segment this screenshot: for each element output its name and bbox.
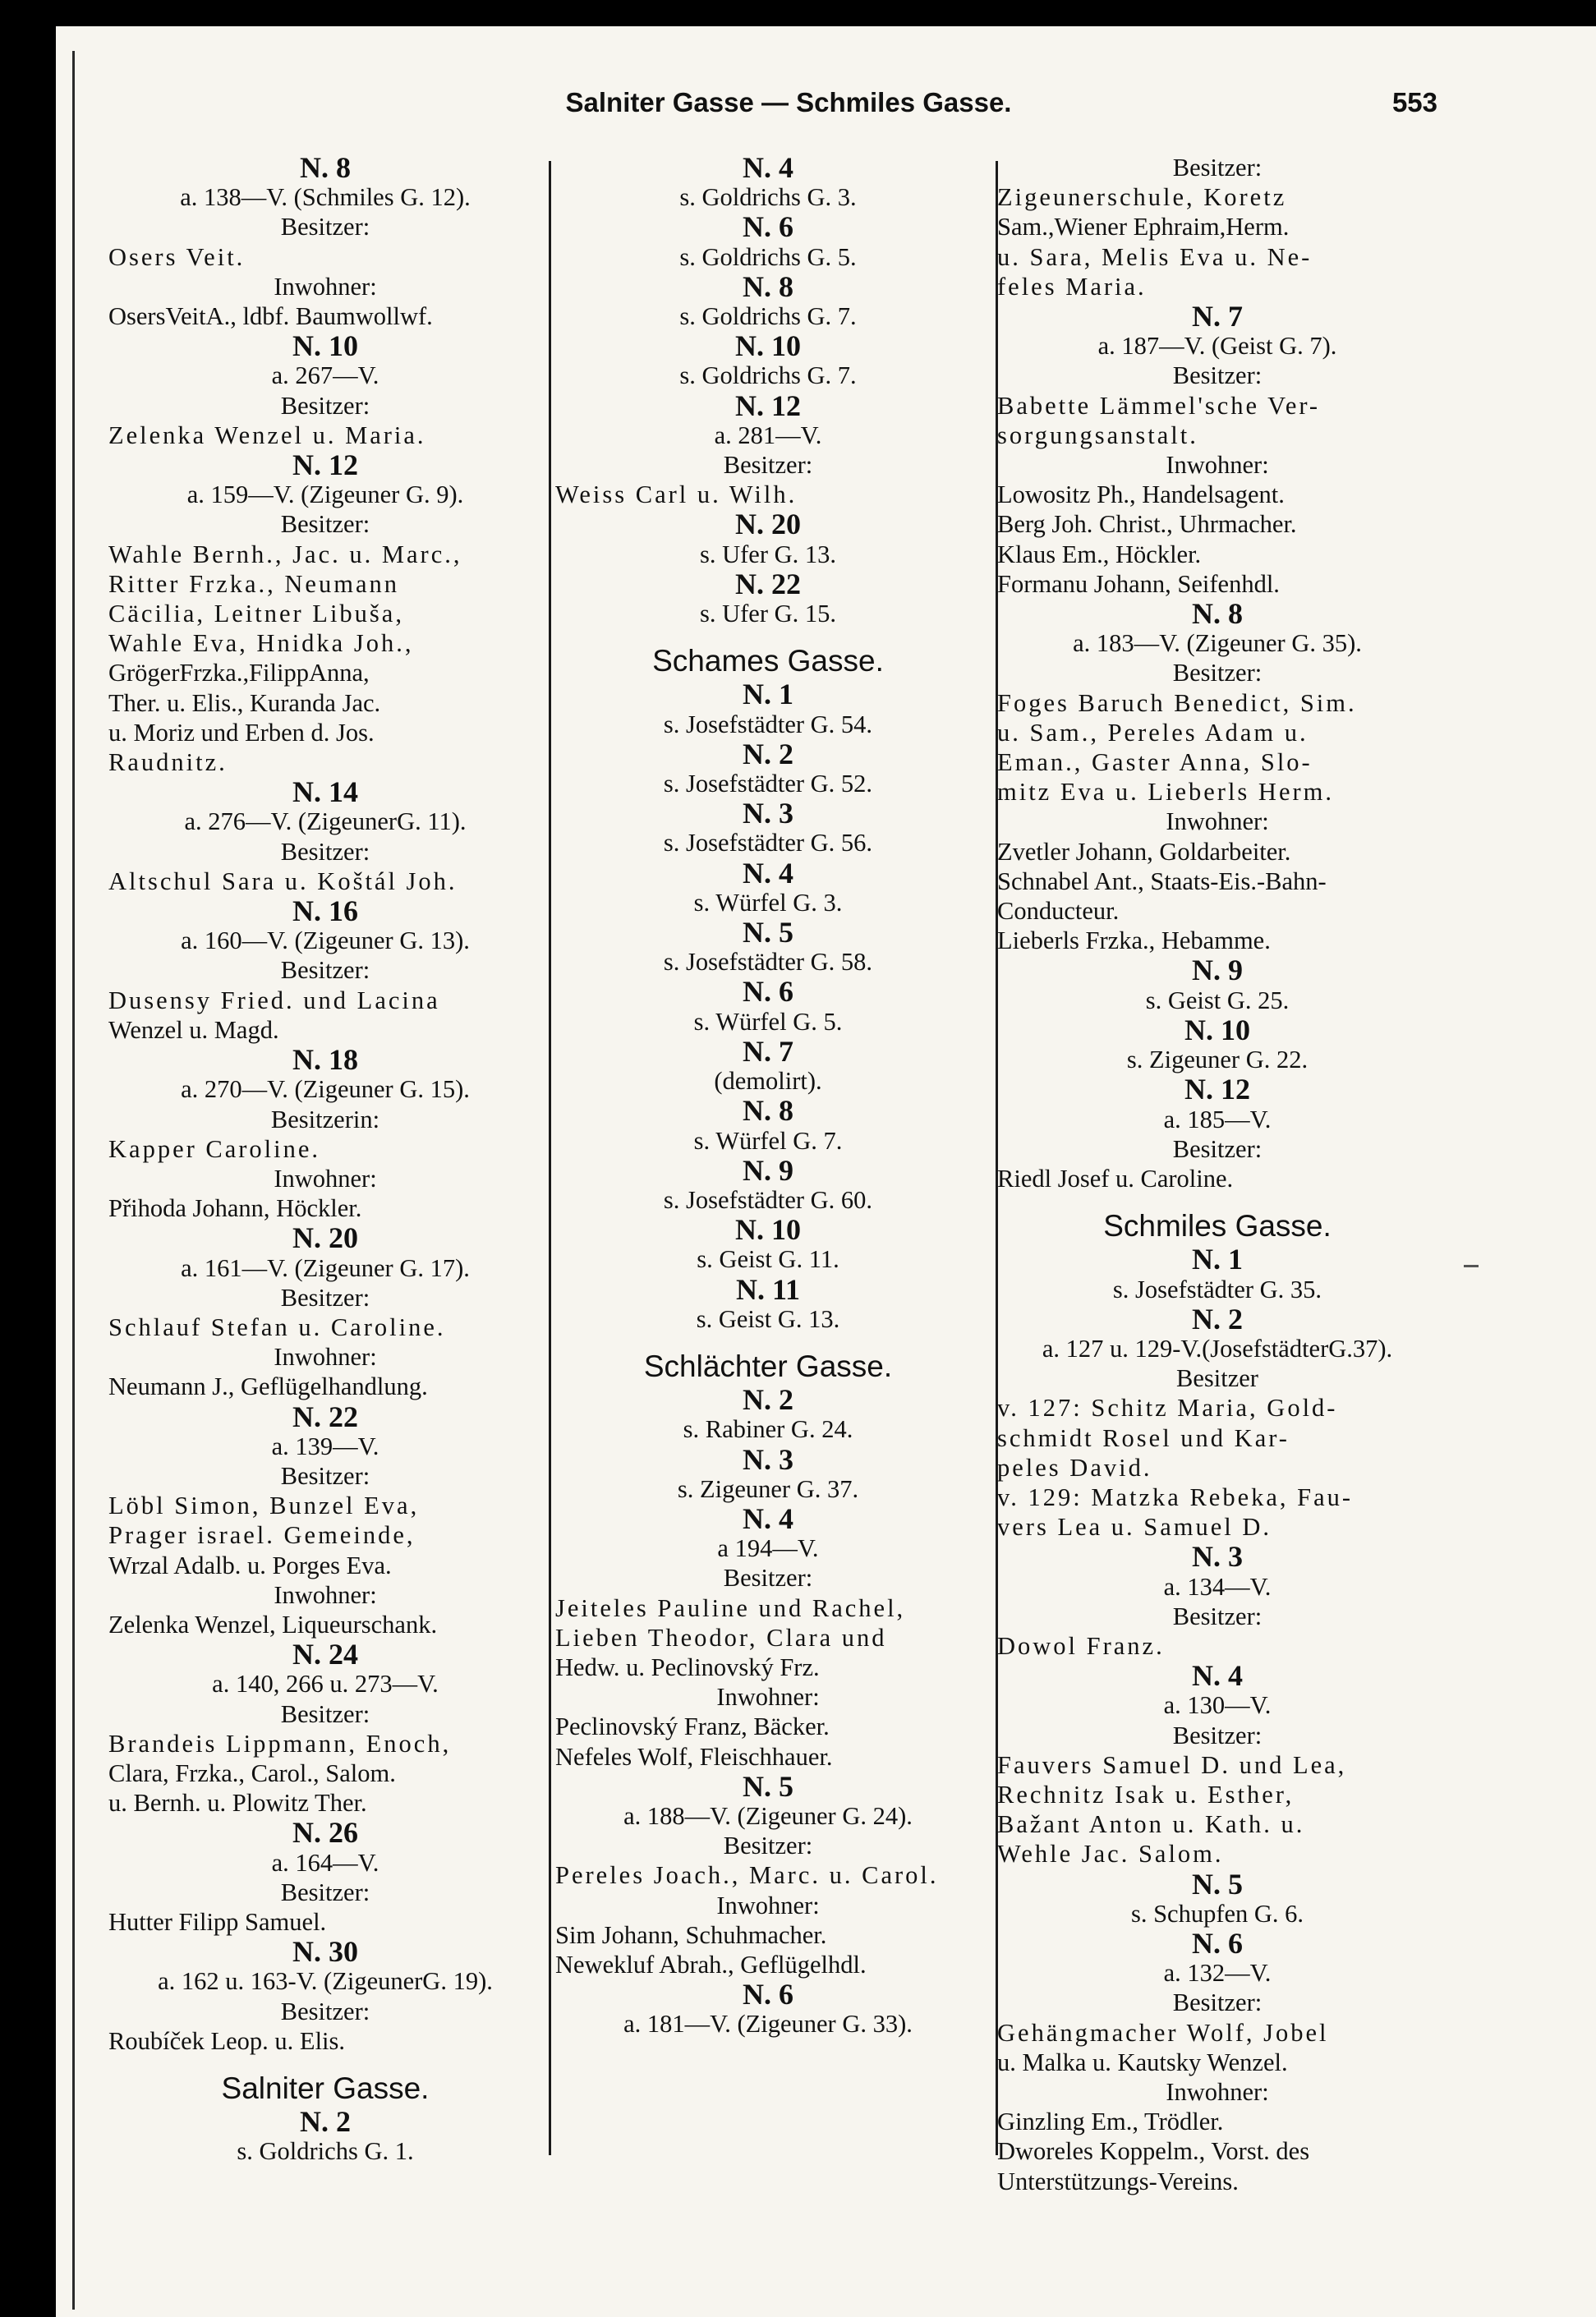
role-label: Besitzer: [1176, 1364, 1258, 1393]
address-line: a. 132—V.: [1163, 1959, 1272, 1988]
resident-line: Osers Veit.: [108, 242, 246, 271]
entry-line: Zelenka Wenzel, Liqueurschank.: [108, 1610, 438, 1639]
house-number: N. 8: [1192, 599, 1243, 629]
house-number: N. 24: [292, 1639, 358, 1670]
resident-line: Altschul Sara u. Koštál Joh.: [108, 867, 458, 895]
address-line: s. Goldrichs G. 1.: [237, 2137, 414, 2166]
resident-line: u. Bernh. u. Plowitz Ther.: [108, 1789, 367, 1818]
address-line: a. 127 u. 129-V.(JosefstädterG.37).: [1042, 1334, 1393, 1363]
entry-line: Neumann J., Geflügelhandlung.: [108, 1372, 428, 1401]
resident-line: Bažant Anton u. Kath. u.: [997, 1810, 1305, 1839]
house-number: N. 4: [743, 153, 793, 183]
role-label: Inwohner:: [274, 1343, 377, 1372]
house-number: N. 2: [743, 738, 793, 770]
resident-line: u. Sara, Melis Eva u. Ne-: [997, 242, 1313, 271]
role-label: Besitzer:: [280, 213, 370, 241]
resident-line: Fauvers Samuel D. und Lea,: [997, 1750, 1347, 1779]
role-label: Besitzer:: [1172, 1134, 1263, 1163]
role-label: Besitzer:: [280, 1283, 370, 1312]
house-number: N. 10: [1184, 1014, 1250, 1046]
resident-line: vers Lea u. Samuel D.: [997, 1513, 1272, 1542]
address-line: s. Würfel G. 5.: [693, 1007, 843, 1036]
house-number: N. 3: [743, 1444, 793, 1474]
resident-line: v. 129: Matzka Rebeka, Fau-: [997, 1483, 1354, 1511]
role-label: Besitzer:: [280, 510, 370, 539]
house-number: N. 20: [735, 509, 801, 540]
address-line: s. Josefstädter G. 35.: [1112, 1275, 1322, 1303]
entry-line: Zvetler Johann, Goldarbeiter.: [997, 837, 1291, 866]
role-label: Besitzer:: [280, 1878, 370, 1906]
resident-line: Wehle Jac. Salom.: [997, 1840, 1224, 1869]
role-label: Besitzer:: [280, 1997, 370, 2025]
resident-line: Foges Baruch Benedict, Sim.: [997, 688, 1357, 717]
resident-line: Kapper Caroline.: [108, 1134, 321, 1163]
address-line: s. Schupfen G. 6.: [1130, 1899, 1304, 1928]
entry-line: Schnabel Ant., Staats-Eis.-Bahn-: [997, 867, 1327, 895]
resident-line: Cäcilia, Leitner Libuša,: [108, 600, 404, 628]
resident-line: u. Moriz und Erben d. Jos.: [108, 718, 375, 747]
address-line: a 194—V.: [717, 1534, 819, 1563]
role-label: Besitzer:: [1172, 659, 1263, 687]
entry-line: Newekluf Abrah., Geflügelhdl.: [555, 1950, 867, 1979]
address-line: a. 139—V.: [271, 1432, 379, 1460]
resident-line: Brandeis Lippmann, Enoch,: [108, 1729, 452, 1758]
role-label: Inwohner:: [274, 1580, 377, 1609]
page-number: 553: [1391, 87, 1437, 117]
resident-line: u. Sam., Pereles Adam u.: [997, 718, 1309, 747]
resident-line: Dusensy Fried. und Lacina: [108, 986, 440, 1014]
address-line: a. 164—V.: [271, 1848, 379, 1877]
address-line: s. Goldrichs G. 7.: [679, 302, 857, 331]
resident-line: mitz Eva u. Lieberls Herm.: [997, 778, 1335, 807]
resident-line: Rechnitz Isak u. Esther,: [997, 1780, 1295, 1809]
resident-line: Gehängmacher Wolf, Jobel: [997, 2018, 1329, 2047]
role-label: Besitzer:: [723, 1564, 813, 1593]
resident-line: Ther. u. Elis., Kuranda Jac.: [108, 688, 381, 717]
house-number: N. 2: [743, 1385, 793, 1415]
address-line: a. 162 u. 163-V. (ZigeunerG. 19).: [158, 1967, 493, 1996]
role-label: Inwohner:: [1166, 807, 1269, 836]
role-label: Inwohner:: [716, 1683, 820, 1712]
house-number: N. 22: [735, 568, 801, 600]
running-header-title: Salniter Gasse — Schmiles Gasse.: [565, 87, 1012, 117]
house-number: N. 2: [300, 2107, 351, 2137]
house-number: N. 1: [1192, 1244, 1243, 1275]
resident-line: Wahle Bernh., Jac. u. Marc.,: [108, 540, 462, 568]
resident-line: Jeiteles Pauline und Rachel,: [555, 1593, 906, 1622]
house-number: N. 26: [292, 1818, 358, 1848]
address-line: s. Josefstädter G. 56.: [663, 829, 873, 857]
house-number: N. 7: [1192, 301, 1243, 332]
address-line: s. Rabiner G. 24.: [683, 1415, 853, 1444]
address-line: s. Josefstädter G. 58.: [663, 948, 873, 977]
role-label: Inwohner:: [716, 1891, 820, 1919]
address-line: s. Geist G. 11.: [697, 1245, 839, 1274]
resident-line: Löbl Simon, Bunzel Eva,: [108, 1492, 420, 1520]
house-number: N. 22: [292, 1401, 358, 1432]
resident-line: feles Maria.: [997, 272, 1147, 301]
role-label: Besitzer:: [280, 1461, 370, 1490]
role-label: Inwohner:: [1166, 451, 1269, 480]
house-number: N. 5: [743, 917, 793, 948]
role-label: Besitzer:: [1172, 361, 1263, 390]
entry-line: Peclinovský Franz, Bäcker.: [555, 1712, 830, 1741]
house-number: N. 11: [735, 1274, 800, 1304]
entry-line: Klaus Em., Höckler.: [997, 540, 1202, 568]
address-line: a. 183—V. (Zigeuner G. 35).: [1073, 629, 1362, 658]
house-number: N. 3: [1192, 1542, 1243, 1572]
house-number: N. 6: [1192, 1928, 1243, 1959]
address-line: s. Würfel G. 7.: [693, 1126, 843, 1155]
resident-line: Weiss Carl u. Wilh.: [555, 480, 798, 509]
address-line: a. 185—V.: [1163, 1105, 1272, 1133]
house-number: N. 7: [743, 1036, 793, 1067]
address-line: s. Ufer G. 13.: [699, 540, 837, 568]
role-label: Besitzer:: [1172, 154, 1263, 182]
address-line: s. Geist G. 25.: [1145, 986, 1290, 1014]
house-number: N. 5: [1192, 1869, 1243, 1899]
resident-line: Lieben Theodor, Clara und: [555, 1623, 887, 1652]
entry-line: Unterstützungs-Vereins.: [997, 2167, 1239, 2195]
role-label: Besitzer:: [723, 451, 813, 480]
house-number: N. 12: [1184, 1074, 1250, 1105]
resident-line: Raudnitz.: [108, 748, 228, 777]
house-number: N. 12: [292, 450, 358, 480]
house-number: N. 16: [292, 896, 358, 926]
address-line: s. Geist G. 13.: [696, 1304, 840, 1333]
role-label: Besitzer:: [723, 1832, 813, 1860]
street-heading: Schames Gasse.: [652, 646, 884, 677]
resident-line: Prager israel. Gemeinde,: [108, 1521, 416, 1550]
entry-line: Nefeles Wolf, Fleischhauer.: [555, 1742, 833, 1771]
role-label: Inwohner:: [274, 272, 377, 301]
entry-line: Lieberls Frzka., Hebamme.: [997, 926, 1271, 955]
role-label: Inwohner:: [274, 1164, 377, 1193]
street-heading: Schmiles Gasse.: [1103, 1211, 1332, 1242]
street-heading: Schlächter Gasse.: [643, 1351, 893, 1382]
role-label: Besitzer:: [1172, 1988, 1263, 2017]
address-line: s. Josefstädter G. 52.: [663, 770, 873, 798]
role-label: Besitzer:: [280, 1699, 370, 1728]
house-number: N. 10: [735, 1215, 801, 1245]
address-line: a. 187—V. (Geist G. 7).: [1097, 332, 1337, 361]
column-rule-left: [549, 161, 551, 2155]
address-line: s. Goldrichs G. 7.: [679, 361, 857, 390]
address-line: a. 270—V. (Zigeuner G. 15).: [181, 1075, 470, 1104]
entry-line: Conducteur.: [997, 897, 1120, 926]
address-line: s. Goldrichs G. 3.: [679, 183, 857, 212]
resident-line: Riedl Josef u. Caroline.: [997, 1164, 1234, 1193]
resident-line: Zigeunerschule, Koretz: [997, 183, 1287, 212]
resident-line: Roubíček Leop. u. Elis.: [108, 2026, 346, 2055]
role-label: Besitzer:: [1172, 1721, 1263, 1749]
house-number: N. 6: [743, 1979, 793, 2010]
resident-line: Hedw. u. Peclinovský Frz.: [555, 1653, 820, 1681]
resident-line: GrögerFrzka.,FilippAnna,: [108, 659, 370, 687]
resident-line: Schlauf Stefan u. Caroline.: [108, 1313, 446, 1341]
house-number: N. 4: [1192, 1661, 1243, 1691]
resident-line: u. Malka u. Kautsky Wenzel.: [997, 2048, 1288, 2076]
address-line: a. 267—V.: [271, 361, 379, 390]
house-number: N. 14: [292, 777, 358, 807]
address-line: a. 140, 266 u. 273—V.: [212, 1670, 439, 1699]
resident-line: Dowol Franz.: [997, 1631, 1165, 1660]
column-3: [997, 153, 1437, 2196]
entry-line: Ginzling Em., Trödler.: [997, 2108, 1224, 2136]
address-line: (demolirt).: [714, 1067, 822, 1096]
address-line: s. Ufer G. 15.: [699, 600, 837, 628]
address-line: a. 181—V. (Zigeuner G. 33).: [623, 2010, 913, 2039]
entry-line: Sim Johann, Schuhmacher.: [555, 1920, 827, 1949]
address-line: a. 188—V. (Zigeuner G. 24).: [623, 1801, 913, 1830]
house-number: N. 8: [743, 1096, 793, 1126]
role-label: Besitzer:: [280, 956, 370, 985]
house-number: N. 9: [1192, 955, 1243, 986]
address-line: a. 159—V. (Zigeuner G. 9).: [186, 480, 464, 509]
role-label: Besitzer:: [280, 391, 370, 420]
resident-line: Wahle Eva, Hnidka Joh.,: [108, 629, 414, 658]
page-edge-line: [72, 51, 75, 2310]
resident-line: Wenzel u. Magd.: [108, 1015, 279, 1044]
resident-line: Ritter Frzka., Neumann: [108, 569, 399, 598]
street-heading: Salniter Gasse.: [221, 2074, 430, 2104]
house-number: N. 9: [743, 1155, 793, 1185]
entry-line: Formanu Johann, Seifenhdl.: [997, 569, 1280, 598]
house-number: N. 20: [292, 1223, 358, 1253]
house-number: N. 4: [743, 857, 793, 888]
address-line: s. Zigeuner G. 37.: [677, 1474, 859, 1503]
role-label: Besitzer:: [280, 837, 370, 866]
entry-line: OsersVeitA., ldbf. Baumwollwf.: [108, 302, 433, 331]
entry-line: Přihoda Johann, Höckler.: [108, 1194, 362, 1223]
role-label: Besitzer:: [1172, 1602, 1263, 1630]
house-number: N. 10: [292, 331, 358, 361]
resident-line: Eman., Gaster Anna, Slo-: [997, 748, 1313, 777]
role-label: Besitzerin:: [270, 1105, 380, 1133]
resident-line: Hutter Filipp Samuel.: [108, 1907, 327, 1936]
house-number: N. 18: [292, 1045, 358, 1075]
entry-line: Dworeles Koppelm., Vorst. des: [997, 2137, 1310, 2166]
address-line: a. 161—V. (Zigeuner G. 17).: [181, 1253, 470, 1282]
resident-line: Pereles Joach., Marc. u. Carol.: [555, 1861, 939, 1890]
resident-line: sorgungsanstalt.: [997, 421, 1198, 449]
resident-line: Sam.,Wiener Ephraim,Herm.: [997, 213, 1290, 241]
column-2: [555, 153, 981, 2039]
house-number: N. 8: [300, 153, 351, 183]
house-number: N. 1: [743, 679, 793, 710]
address-line: s. Goldrichs G. 5.: [679, 242, 857, 271]
address-line: a. 276—V. (ZigeunerG. 11).: [184, 807, 467, 836]
resident-line: Clara, Frzka., Carol., Salom.: [108, 1758, 396, 1787]
address-line: a. 130—V.: [1163, 1691, 1272, 1720]
address-line: a. 160—V. (Zigeuner G. 13).: [181, 926, 470, 955]
resident-line: Babette Lämmel'sche Ver-: [997, 391, 1321, 420]
address-line: s. Würfel G. 3.: [693, 888, 843, 917]
house-number: N. 6: [743, 977, 793, 1007]
resident-line: Wrzal Adalb. u. Porges Eva.: [108, 1551, 392, 1579]
resident-line: schmidt Rosel und Kar-: [997, 1423, 1290, 1452]
house-number: N. 5: [743, 1771, 793, 1801]
house-number: N. 6: [743, 212, 793, 242]
address-line: s. Josefstädter G. 54.: [663, 710, 873, 738]
role-label: Inwohner:: [1166, 2078, 1269, 2106]
address-line: s. Josefstädter G. 60.: [663, 1185, 873, 1214]
entry-line: Lowositz Ph., Handelsagent.: [997, 480, 1285, 509]
address-line: s. Zigeuner G. 22.: [1126, 1046, 1309, 1074]
address-line: a. 138—V. (Schmiles G. 12).: [180, 183, 471, 212]
house-number: N. 10: [735, 331, 801, 361]
resident-line: peles David.: [997, 1453, 1152, 1482]
house-number: N. 30: [292, 1937, 358, 1967]
house-number: N. 12: [735, 390, 801, 421]
address-line: a. 134—V.: [1163, 1572, 1272, 1601]
column-1: [108, 153, 542, 2167]
resident-line: v. 127: Schitz Maria, Gold-: [997, 1394, 1338, 1423]
entry-line: Berg Joh. Christ., Uhrmacher.: [997, 510, 1297, 539]
house-number: N. 3: [743, 798, 793, 829]
house-number: N. 2: [1192, 1303, 1243, 1334]
resident-line: Zelenka Wenzel u. Maria.: [108, 421, 426, 449]
house-number: N. 4: [743, 1503, 793, 1534]
margin-mark: [1464, 1265, 1479, 1267]
house-number: N. 8: [743, 271, 793, 302]
address-line: a. 281—V.: [714, 421, 822, 449]
